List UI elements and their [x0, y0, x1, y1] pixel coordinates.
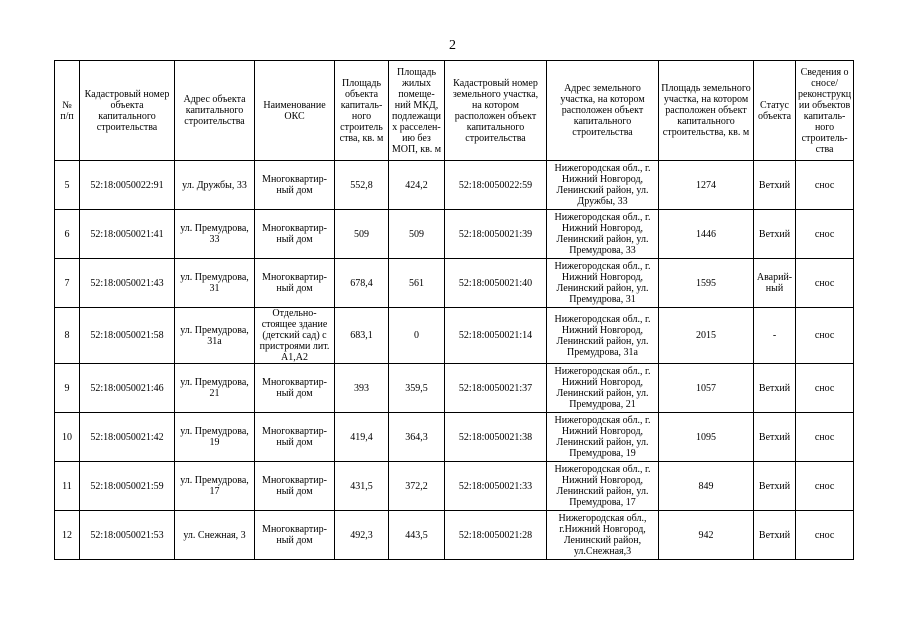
cell-land-cadastral: 52:18:0050021:40 [445, 259, 547, 308]
cell-cadastral-number: 52:18:0050021:59 [80, 462, 175, 511]
cell-land-area: 2015 [659, 308, 754, 364]
cell-land-address: Нижегородская обл., г. Нижний Новгород, Ленинский район, ул. Премудрова, 21 [547, 364, 659, 413]
cell-name: Многоквартир-ный дом [255, 161, 335, 210]
cell-name: Многоквартир-ный дом [255, 511, 335, 560]
cell-land-address: Нижегородская обл., г. Нижний Новгород, Ленинский район, ул. Премудрова, 17 [547, 462, 659, 511]
table-row [55, 259, 854, 308]
cell-address: ул. Премудрова, 33 [175, 210, 255, 259]
cell-address: ул. Премудрова, 17 [175, 462, 255, 511]
cell-num: 10 [55, 413, 80, 462]
cell-name: Многоквартир-ный дом [255, 462, 335, 511]
table-row [55, 210, 854, 259]
header-land-area: Площадь земельного участка, на котором расположен объект капитального строительства, кв. м [659, 61, 754, 161]
cell-land-area: 1446 [659, 210, 754, 259]
cell-status: Ветхий [754, 462, 796, 511]
cell-name: Многоквартир-ный дом [255, 364, 335, 413]
cell-num: 6 [55, 210, 80, 259]
cell-area: 492,3 [335, 511, 389, 560]
cell-demolition-info: снос [796, 161, 854, 210]
cell-living-area: 372,2 [389, 462, 445, 511]
cell-land-address: Нижегородская обл., г. Нижний Новгород, Ленинский район, ул. Дружбы, 33 [547, 161, 659, 210]
cell-num: 7 [55, 259, 80, 308]
table-row [55, 511, 854, 560]
cell-land-address: Нижегородская обл., г. Нижний Новгород, Ленинский район, ул. Премудрова, 31а [547, 308, 659, 364]
cell-address: ул. Премудрова, 31 [175, 259, 255, 308]
cell-area: 552,8 [335, 161, 389, 210]
cell-address: ул. Премудрова, 19 [175, 413, 255, 462]
cell-demolition-info: снос [796, 210, 854, 259]
cell-demolition-info: снос [796, 308, 854, 364]
header-land-address: Адрес земельного участка, на котором расположен объект капитального строительства [547, 61, 659, 161]
cell-name: Отдельно-стоящее здание (детский сад) с пристроями лит. А1,А2 [255, 308, 335, 364]
header-land-cadastral: Кадастровый номер земельного участка, на котором расположен объект капитального строительства [445, 61, 547, 161]
table-row [55, 413, 854, 462]
page-number: 2 [449, 38, 456, 53]
cell-living-area: 359,5 [389, 364, 445, 413]
cell-num: 11 [55, 462, 80, 511]
cell-status: - [754, 308, 796, 364]
cell-area: 683,1 [335, 308, 389, 364]
cell-living-area: 0 [389, 308, 445, 364]
cell-land-cadastral: 52:18:0050021:39 [445, 210, 547, 259]
cell-cadastral-number: 52:18:0050021:41 [80, 210, 175, 259]
cell-land-address: Нижегородская обл., г. Нижний Новгород, Ленинский район, ул. Премудрова, 33 [547, 210, 659, 259]
cell-address: ул. Премудрова, 31а [175, 308, 255, 364]
cell-land-area: 1274 [659, 161, 754, 210]
header-cadastral-number: Кадастровый номер объекта капитального строительства [80, 61, 175, 161]
cell-cadastral-number: 52:18:0050021:46 [80, 364, 175, 413]
cell-cadastral-number: 52:18:0050022:91 [80, 161, 175, 210]
cell-cadastral-number: 52:18:0050021:43 [80, 259, 175, 308]
table-row [55, 161, 854, 210]
header-status: Статус объекта [754, 61, 796, 161]
cell-land-cadastral: 52:18:0050021:28 [445, 511, 547, 560]
cell-land-cadastral: 52:18:0050021:33 [445, 462, 547, 511]
cell-land-area: 1057 [659, 364, 754, 413]
cell-cadastral-number: 52:18:0050021:53 [80, 511, 175, 560]
header-living-area: Площадь жилых помеще-ний МКД, подлежащи х расселен-ию без МОП, кв. м [389, 61, 445, 161]
cell-demolition-info: снос [796, 259, 854, 308]
cell-cadastral-number: 52:18:0050021:58 [80, 308, 175, 364]
cell-area: 419,4 [335, 413, 389, 462]
cell-status: Аварий-ный [754, 259, 796, 308]
cell-land-address: Нижегородская обл., г.Нижний Новгород, Ленинский район, ул.Снежная,3 [547, 511, 659, 560]
cell-living-area: 424,2 [389, 161, 445, 210]
cell-status: Ветхий [754, 210, 796, 259]
table-row [55, 462, 854, 511]
cell-num: 9 [55, 364, 80, 413]
objects-table [54, 60, 854, 560]
cell-land-area: 1595 [659, 259, 754, 308]
header-name: Наименование ОКС [255, 61, 335, 161]
cell-cadastral-number: 52:18:0050021:42 [80, 413, 175, 462]
cell-area: 678,4 [335, 259, 389, 308]
cell-land-address: Нижегородская обл., г. Нижний Новгород, Ленинский район, ул. Премудрова, 19 [547, 413, 659, 462]
cell-status: Ветхий [754, 511, 796, 560]
cell-name: Многоквартир-ный дом [255, 413, 335, 462]
cell-address: ул. Премудрова, 21 [175, 364, 255, 413]
cell-land-area: 1095 [659, 413, 754, 462]
cell-living-area: 443,5 [389, 511, 445, 560]
cell-land-cadastral: 52:18:0050021:14 [445, 308, 547, 364]
cell-living-area: 561 [389, 259, 445, 308]
cell-address: ул. Дружбы, 33 [175, 161, 255, 210]
cell-living-area: 509 [389, 210, 445, 259]
cell-status: Ветхий [754, 364, 796, 413]
cell-land-area: 849 [659, 462, 754, 511]
cell-address: ул. Снежная, 3 [175, 511, 255, 560]
cell-status: Ветхий [754, 161, 796, 210]
table-row [55, 364, 854, 413]
cell-land-address: Нижегородская обл., г. Нижний Новгород, Ленинский район, ул. Премудрова, 31 [547, 259, 659, 308]
table-row [55, 308, 854, 364]
cell-living-area: 364,3 [389, 413, 445, 462]
cell-num: 12 [55, 511, 80, 560]
cell-land-cadastral: 52:18:0050021:38 [445, 413, 547, 462]
cell-area: 431,5 [335, 462, 389, 511]
cell-name: Многоквартир-ный дом [255, 210, 335, 259]
cell-demolition-info: снос [796, 413, 854, 462]
header-demolition-info: Сведения о сносе/ реконструкц ии объектов капиталь-ного строитель-ства [796, 61, 854, 161]
cell-num: 8 [55, 308, 80, 364]
cell-land-cadastral: 52:18:0050022:59 [445, 161, 547, 210]
cell-name: Многоквартир-ный дом [255, 259, 335, 308]
cell-demolition-info: снос [796, 462, 854, 511]
cell-num: 5 [55, 161, 80, 210]
header-area: Площадь объекта капиталь-ного строитель ства, кв. м [335, 61, 389, 161]
cell-land-cadastral: 52:18:0050021:37 [445, 364, 547, 413]
cell-demolition-info: снос [796, 364, 854, 413]
cell-demolition-info: снос [796, 511, 854, 560]
header-num: № п/п [55, 61, 80, 161]
cell-status: Ветхий [754, 413, 796, 462]
cell-land-area: 942 [659, 511, 754, 560]
cell-area: 393 [335, 364, 389, 413]
table-header-row [55, 61, 854, 161]
cell-area: 509 [335, 210, 389, 259]
header-address: Адрес объекта капитального строительства [175, 61, 255, 161]
